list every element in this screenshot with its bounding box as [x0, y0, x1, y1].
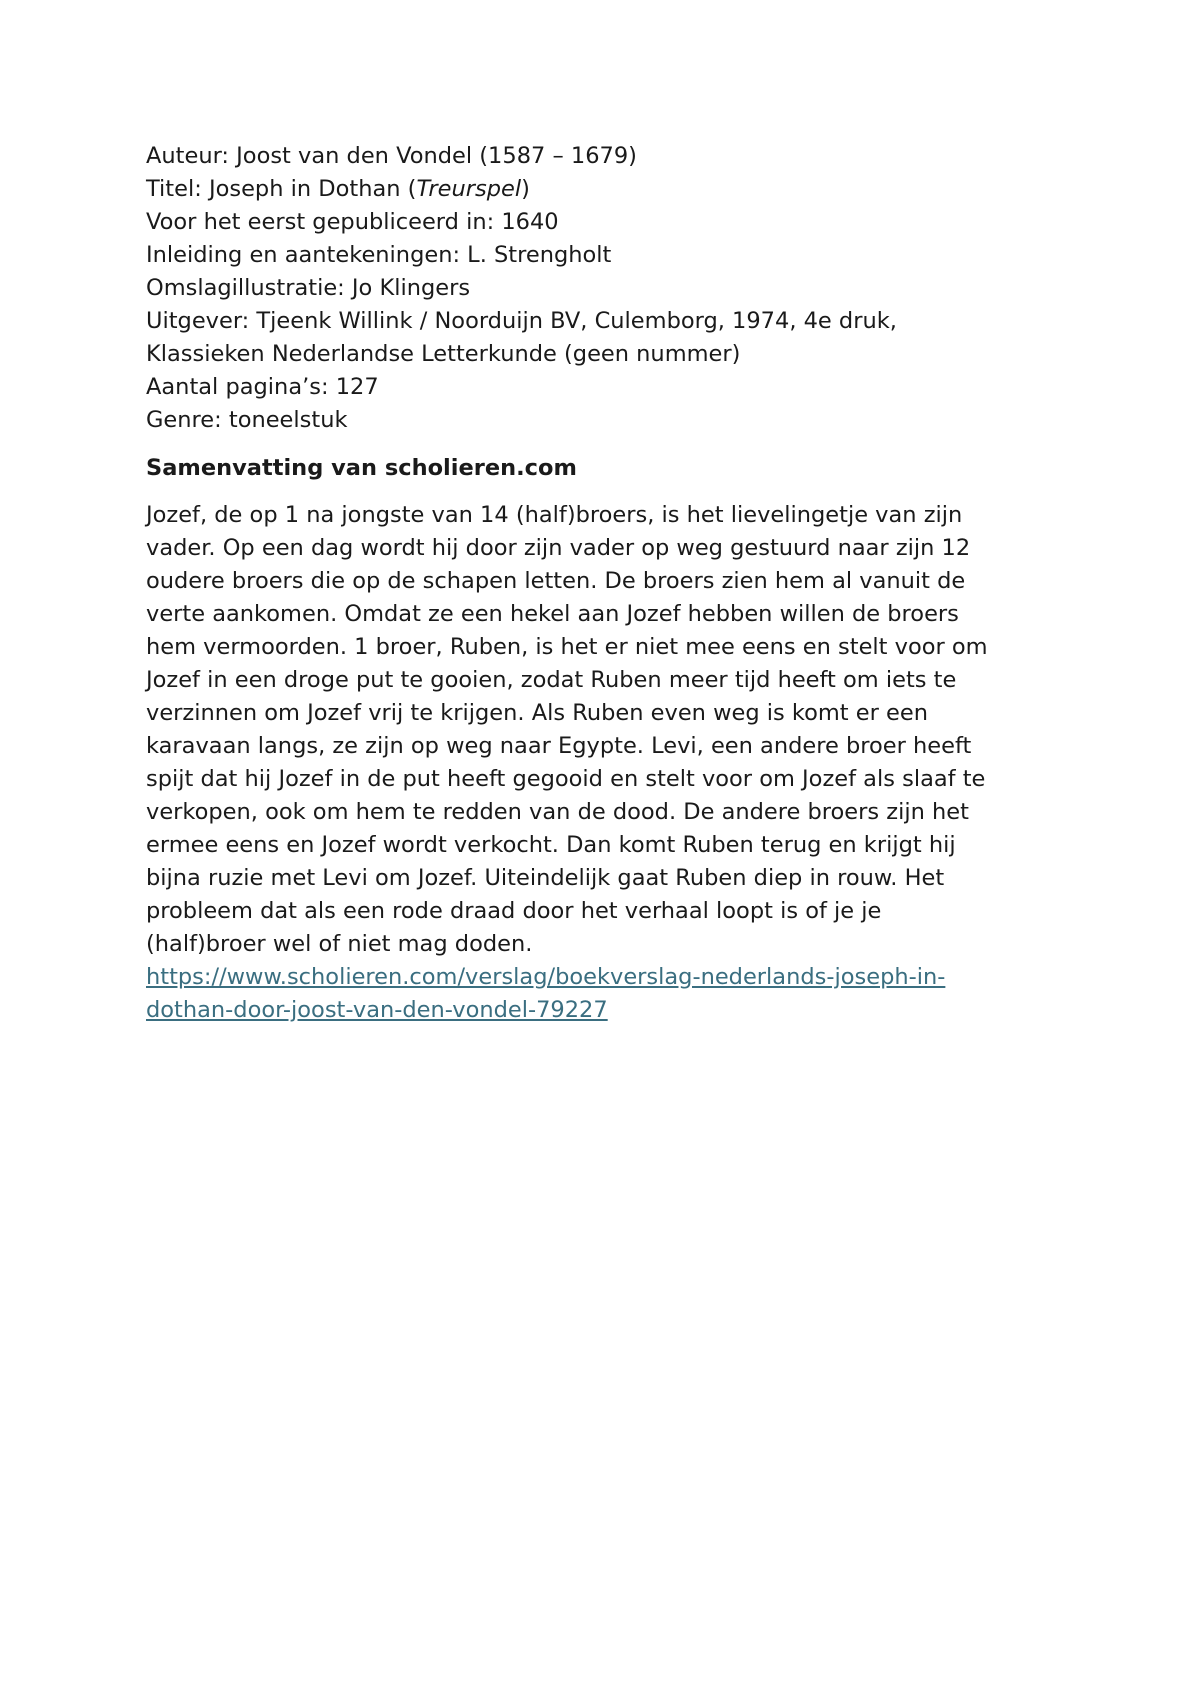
summary-line: Jozef, de op 1 na jongste van 14 (half)broers, is het lievelingetje van zijn	[146, 502, 963, 528]
title-genre-italic: Treurspel	[416, 176, 522, 202]
summary-line: probleem dat als een rode draad door het verhaal loopt is of je je	[146, 898, 882, 924]
summary-line: verkopen, ook om hem te redden van de dood. De andere broers zijn het	[146, 799, 969, 825]
pages-line: Aantal pagina’s: 127	[146, 374, 379, 400]
summary-line: ermee eens en Jozef wordt verkocht. Dan komt Ruben terug en krijgt hij	[146, 832, 956, 858]
summary-line: oudere broers die op de schapen letten. De broers zien hem al vanuit de	[146, 568, 966, 594]
summary-line: bijna ruzie met Levi om Jozef. Uiteindelijk gaat Ruben diep in rouw. Het	[146, 865, 945, 891]
publisher-line-1: Uitgever: Tjeenk Willink / Noorduijn BV, Culemborg, 1974, 4e druk,	[146, 308, 897, 334]
summary-heading: Samenvatting van scholieren.com	[146, 455, 577, 481]
introduction-line: Inleiding en aantekeningen: L. Strengholt	[146, 242, 612, 268]
title-suffix: )	[521, 176, 530, 202]
summary-line: karavaan langs, ze zijn op weg naar Egypte. Levi, een andere broer heeft	[146, 733, 972, 759]
first-published-line: Voor het eerst gepubliceerd in: 1640	[146, 209, 559, 235]
summary-line: (half)broer wel of niet mag doden.	[146, 931, 533, 957]
summary-line: vader. Op een dag wordt hij door zijn vader op weg gestuurd naar zijn 12	[146, 535, 971, 561]
genre-line: Genre: toneelstuk	[146, 407, 348, 433]
book-metadata	[146, 140, 1086, 437]
summary-paragraph	[146, 499, 1076, 961]
summary-line: hem vermoorden. 1 broer, Ruben, is het er niet mee eens en stelt voor om	[146, 634, 988, 660]
summary-line: spijt dat hij Jozef in de put heeft gegooid en stelt voor om Jozef als slaaf te	[146, 766, 986, 792]
title-line	[146, 173, 1086, 206]
summary-line: Jozef in een droge put te gooien, zodat Ruben meer tijd heeft om iets te	[146, 667, 957, 693]
document-page	[146, 140, 1086, 1027]
title-prefix: Titel: Joseph in Dothan (	[146, 176, 417, 202]
summary-line: verzinnen om Jozef vrij te krijgen. Als Ruben even weg is komt er een	[146, 700, 928, 726]
publisher-line-2: Klassieken Nederlandse Letterkunde (geen nummer)	[146, 341, 741, 367]
cover-line: Omslagillustratie: Jo Klingers	[146, 275, 471, 301]
source-link[interactable]	[146, 961, 1026, 1027]
summary-line: verte aankomen. Omdat ze een hekel aan Jozef hebben willen de broers	[146, 601, 959, 627]
source-link-line-2[interactable]: dothan-door-joost-van-den-vondel-79227	[146, 997, 608, 1023]
author-line: Auteur: Joost van den Vondel (1587 – 1679)	[146, 143, 637, 169]
source-link-line-1[interactable]: https://www.scholieren.com/verslag/boekverslag-nederlands-joseph-in-	[146, 964, 946, 990]
